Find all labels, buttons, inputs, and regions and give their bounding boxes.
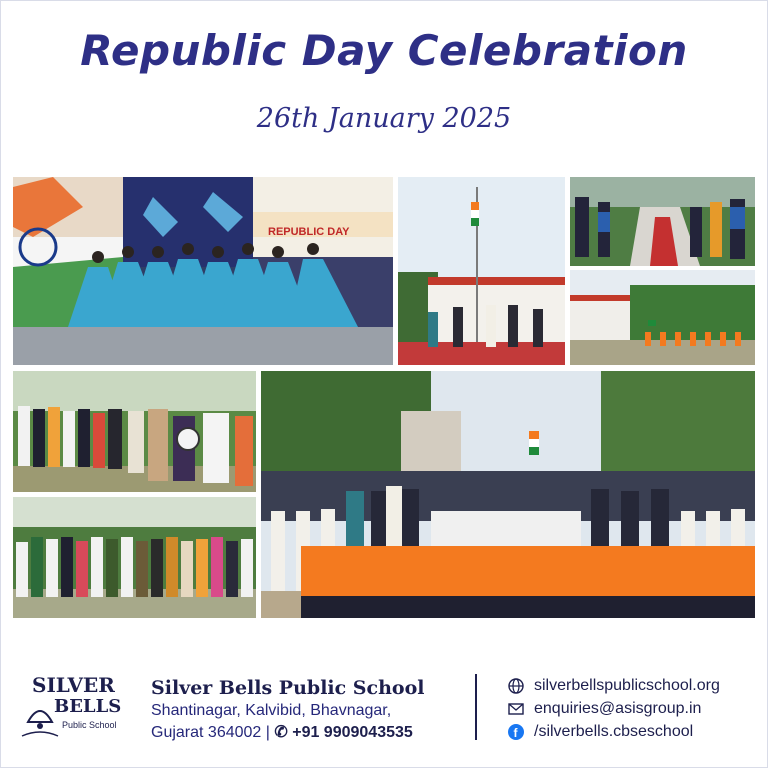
globe-icon — [507, 677, 525, 695]
photo-fancy-dress — [13, 497, 256, 618]
photo-flag-hoisting — [398, 177, 565, 365]
page-title: Republic Day Celebration — [80, 26, 688, 75]
photo-dance-performance — [13, 177, 393, 365]
mail-icon — [507, 700, 525, 718]
facebook-row[interactable] — [507, 723, 693, 741]
school-name: Silver Bells Public School — [151, 677, 425, 699]
photo-group — [261, 371, 755, 618]
email-row[interactable] — [507, 700, 701, 718]
website-link[interactable]: silverbellspublicschool.org — [534, 677, 720, 694]
banner-text: REPUBLIC DAY — [268, 226, 350, 238]
svg-text:f: f — [513, 726, 518, 740]
logo-subtitle: Public School — [62, 720, 117, 730]
event-date: 26th January 2025 — [256, 103, 512, 134]
website-row[interactable] — [507, 677, 720, 695]
logo-word-silver: SILVER — [32, 673, 115, 697]
phone-icon: ✆ — [274, 724, 288, 741]
address-city: Gujarat 364002 | — [151, 724, 270, 741]
facebook-link[interactable]: /silverbells.cbseschool — [534, 723, 694, 740]
school-logo — [18, 670, 128, 750]
photo-march-past — [570, 270, 755, 365]
facebook-icon — [507, 723, 525, 741]
phone-number[interactable]: +91 9909043535 — [292, 724, 413, 741]
footer-divider — [475, 674, 477, 740]
photo-costume-leaders — [13, 371, 256, 492]
logo-word-bells: BELLS — [54, 696, 122, 717]
photo-band-march — [570, 177, 755, 266]
email-link[interactable]: enquiries@asisgroup.in — [534, 700, 702, 717]
address-line-2 — [151, 722, 413, 742]
address-line-1: Shantinagar, Kalvibid, Bhavnagar, — [151, 702, 392, 719]
